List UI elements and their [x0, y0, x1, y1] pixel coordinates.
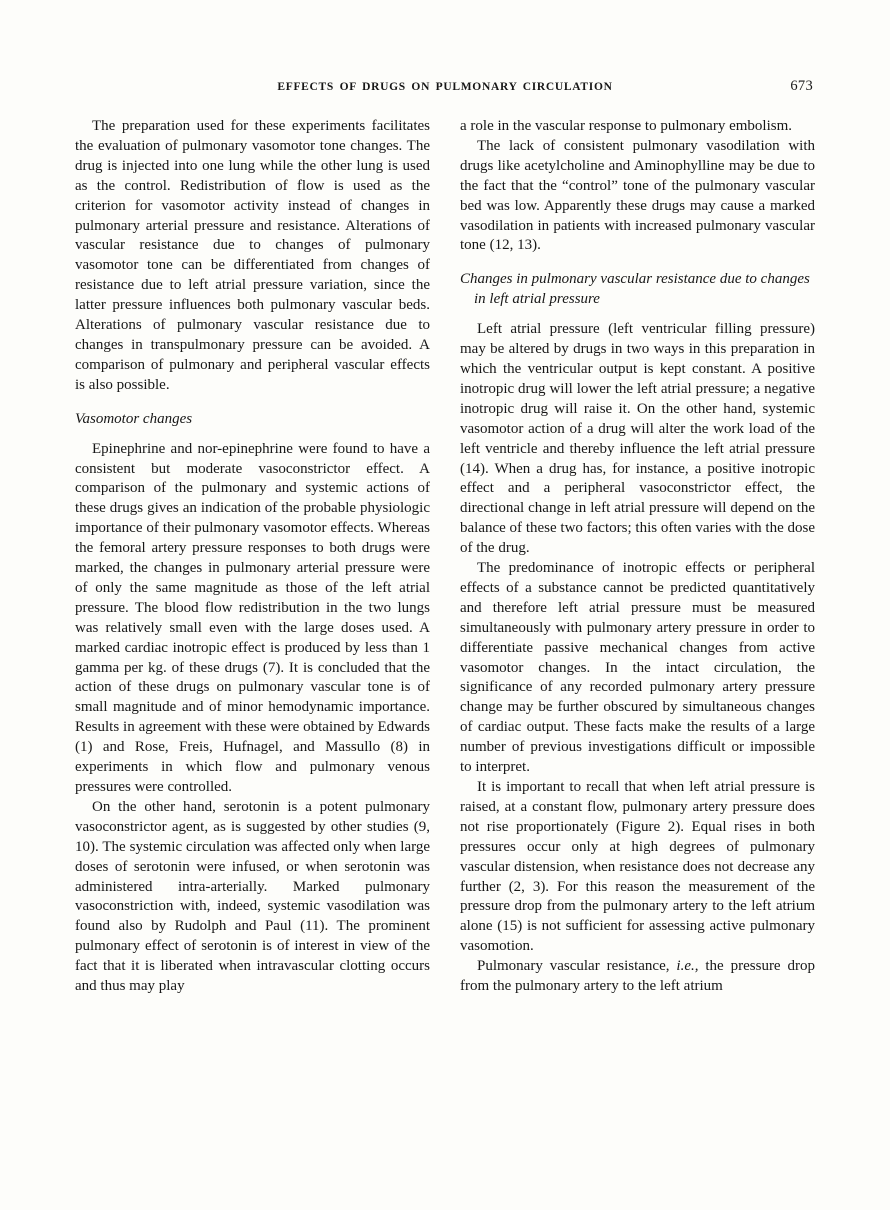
text-run-italic: i.e., [676, 958, 699, 975]
right-column [460, 117, 815, 997]
paragraph: Left atrial pressure (left ventricular filling pressure) may be altered by drugs in two ways in this preparation in which the ventricular output is kept constant. A positive inotropic drug will lower the left atrial pressure; a negative inotropic drug will raise it. On the other hand, systemic vasomotor action of a drug will alter the work load of the left ventricle and thereby influence the left atrial pressure (14). When a drug has, for instance, a positive inotropic effect and a peripheral vasoconstrictor effect, the directional change in left atrial pressure will depend on the balance of these two factors; this often varies with the dose of the drug. [460, 321, 815, 557]
paragraph: Epinephrine and nor-epinephrine were found to have a consistent but moderate vasoconstrictor effect. A comparison of the pulmonary and systemic actions of these drugs gives an indication of the probable physiologic importance of their pulmonary vasomotor effects. Whereas the femoral artery pressure responses to both drugs were marked, the changes in pulmonary arterial pressure were of only the same magnitude as those of the left atrial pressure. The blood flow redistribution in the two lungs was relatively small even with the large doses used. A marked cardiac inotropic effect is produced by less than 1 gamma per kg. of these drugs (7). It is concluded that the action of these drugs on pulmonary vascular tone is of small magnitude and of minor hemodynamic importance. Results in agreement with these were obtained by Edwards (1) and Rose, Freis, Hufnagel, and Massullo (8) in experiments in which flow and pulmonary venous pressures were controlled. [75, 440, 430, 795]
text-run: the pressure drop from the pulmonary artery to the left atrium [460, 958, 815, 995]
section-heading-left-atrial-pressure: Changes in pulmonary vascular resistance due to changes in left atrial pressure [460, 271, 810, 308]
paragraph: The lack of consistent pulmonary vasodilation with drugs like acetylcholine and Aminophylline may be due to the fact that the “control” tone of the pulmonary vascular bed was low. Apparently these drugs may cause a marked vasodilation in patients with increased pulmonary vascular tone (12, 13). [460, 137, 815, 254]
section-heading-vasomotor-changes: Vasomotor changes [75, 410, 193, 427]
paragraph: It is important to recall that when left atrial pressure is raised, at a constant flow, pulmonary artery pressure does not rise proportionately (Figure 2). Equal rises in both pressures occur only at high degrees of pulmonary vascular distension, when resistance does not decrease any further (2, 3). For this reason the measurement of the pressure drop from the pulmonary artery to the left atrium alone (15) is not sufficient for assessing active pulmonary vasomotion. [460, 779, 815, 955]
paragraph: On the other hand, serotonin is a potent pulmonary vasoconstrictor agent, as is suggested by other studies (9, 10). The systemic circulation was affected only when large doses of serotonin were infused, or when serotonin was administered intra-arterially. Marked pulmonary vasoconstriction with, indeed, systemic vasodilation was found also by Rudolph and Paul (11). The prominent pulmonary effect of serotonin is of interest in view of the fact that it is liberated when intravascular clotting occurs and thus may play [75, 798, 430, 995]
paragraph: The preparation used for these experiments facilitates the evaluation of pulmonary vasomotor tone changes. The drug is injected into one lung while the other lung is used as the control. Redistribution of flow is used as the criterion for vasomotor activity instead of changes in pulmonary arterial pressure and resistance. Alterations of vascular resistance due to changes of pulmonary vasomotor tone can be differentiated from changes of resistance due to left atrial pressure variation, since the latter pressure influences both pulmonary vascular beds. Alterations of pulmonary vascular resistance due to changes in transpulmonary pressure can be avoided. A comparison of pulmonary and peripheral vascular effects is also possible. [75, 118, 430, 393]
running-title: EFFECTS OF DRUGS ON PULMONARY CIRCULATION [277, 81, 613, 93]
left-column [75, 117, 430, 997]
paragraph: The predominance of inotropic effects or peripheral effects of a substance cannot be predicted quantitatively and therefore left atrial pressure must be measured simultaneously with pulmonary artery pressure in order to differentiate passive mechanical changes from active vasomotor changes. In the intact circulation, the significance of any recorded pulmonary artery pressure change may be further obscured by simultaneous changes of cardiac output. These facts make the results of a large number of previous investigations difficult or impossible to interpret. [460, 560, 815, 776]
paragraph [460, 957, 815, 997]
paragraph-continuation: a role in the vascular response to pulmonary embolism. [460, 118, 792, 134]
text-columns [75, 117, 815, 997]
running-head [75, 78, 815, 101]
page-number: 673 [790, 78, 813, 94]
text-run: Pulmonary vascular resistance, [477, 958, 677, 975]
